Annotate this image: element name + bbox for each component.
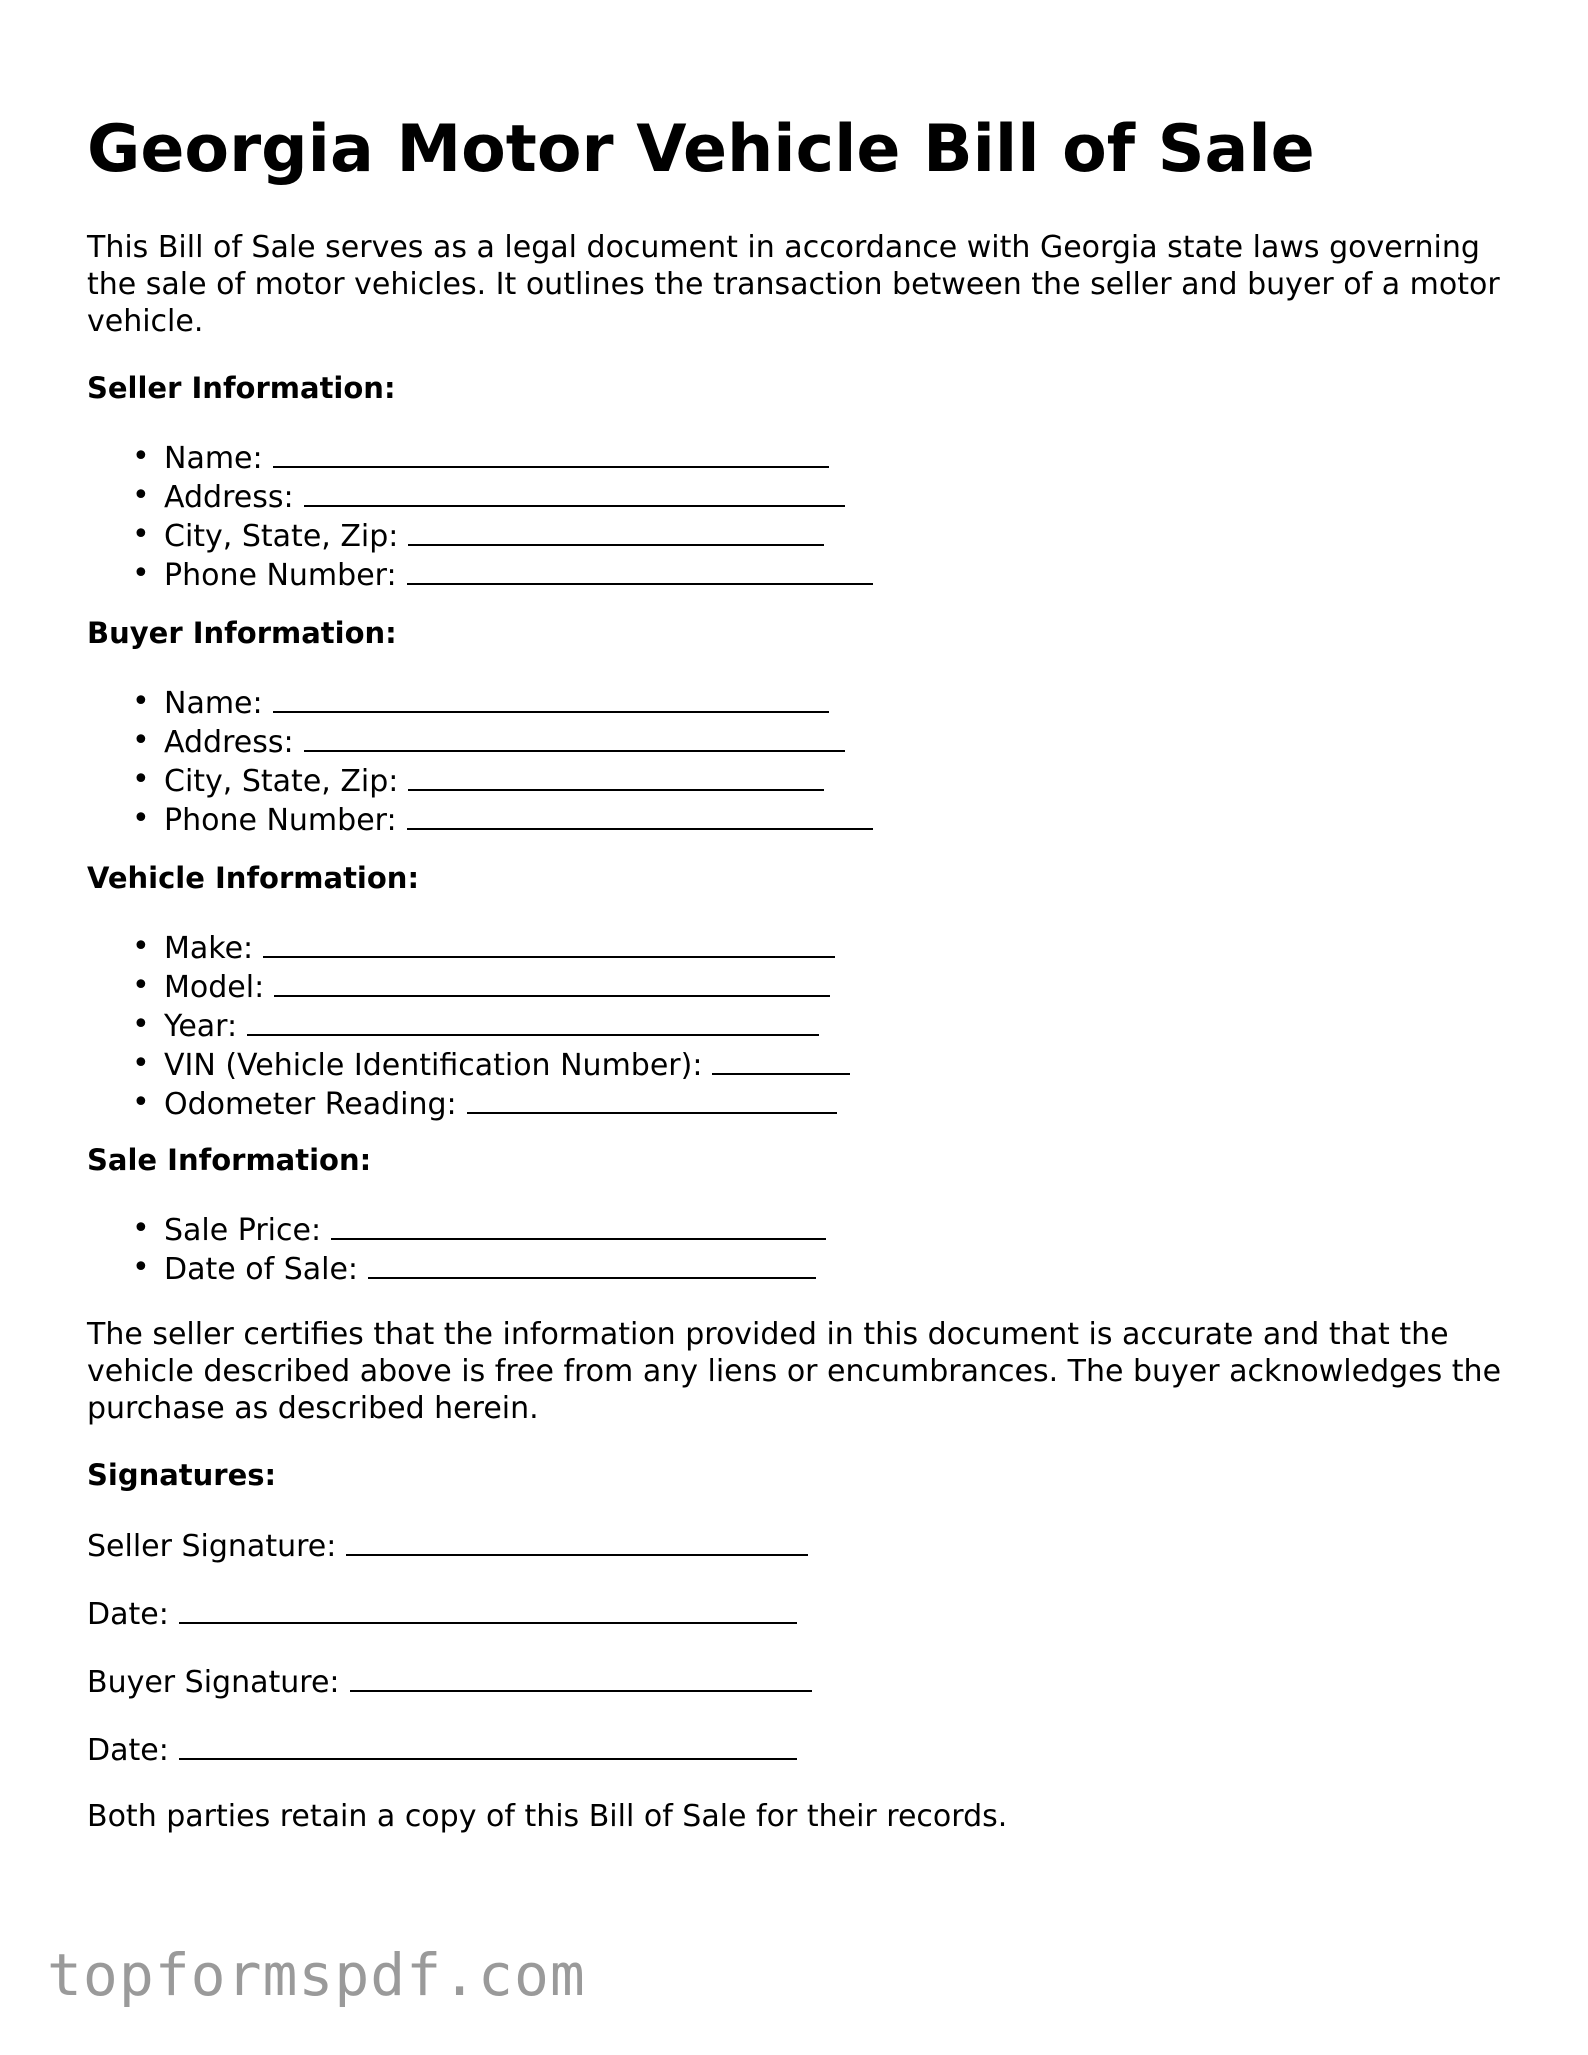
seller-city-state-zip-field: [164, 516, 873, 555]
blank-line: [368, 1249, 816, 1279]
certification-paragraph: The seller certifies that the information provided in this document is accurate and that the vehicle described above is free from any liens or encumbrances. The buyer acknowledges the purchase as described herein.: [87, 1317, 1502, 1426]
buyer-heading: Buyer Information:: [87, 616, 397, 650]
blank-line: [247, 1006, 819, 1036]
seller-signature-label: Seller Signature:: [87, 1529, 337, 1564]
buyer-signature-label: Buyer Signature:: [87, 1665, 340, 1700]
blank-line: [331, 1210, 826, 1240]
blank-line: [273, 683, 829, 713]
seller-signature-line: [87, 1526, 808, 1565]
buyer-date-label: Date:: [87, 1733, 169, 1768]
sale-fields-list: [87, 1210, 826, 1288]
vehicle-heading: Vehicle Information:: [87, 861, 420, 895]
vehicle-fields-list: [87, 928, 850, 1123]
seller-fields-list: [87, 438, 873, 594]
field-label: Make:: [164, 931, 254, 966]
blank-line: [407, 800, 873, 830]
watermark: topformspdf.com: [47, 1941, 586, 2009]
field-label: Phone Number:: [164, 803, 397, 838]
field-label: City, State, Zip:: [164, 519, 399, 554]
blank-line: [467, 1084, 837, 1114]
buyer-date-line: [87, 1730, 797, 1769]
sale-heading: Sale Information:: [87, 1143, 372, 1177]
buyer-fields-list: [87, 683, 873, 839]
blank-line: [408, 761, 824, 791]
blank-line: [179, 1730, 797, 1760]
seller-date-line: [87, 1594, 797, 1633]
seller-date-label: Date:: [87, 1597, 169, 1632]
vehicle-make-field: [164, 928, 850, 967]
blank-line: [712, 1045, 850, 1075]
buyer-city-state-zip-field: [164, 761, 873, 800]
buyer-name-field: [164, 683, 873, 722]
seller-address-field: [164, 477, 873, 516]
closing-paragraph: Both parties retain a copy of this Bill of Sale for their records.: [87, 1799, 1008, 1834]
field-label: Phone Number:: [164, 558, 397, 593]
document-title: Georgia Motor Vehicle Bill of Sale: [87, 112, 1315, 187]
field-label: Model:: [164, 970, 265, 1005]
field-label: Name:: [164, 441, 263, 476]
field-label: Sale Price:: [164, 1213, 322, 1248]
blank-line: [179, 1594, 797, 1624]
sale-date-field: [164, 1249, 826, 1288]
blank-line: [274, 967, 830, 997]
field-label: Name:: [164, 686, 263, 721]
blank-line: [350, 1662, 812, 1692]
intro-paragraph: This Bill of Sale serves as a legal document in accordance with Georgia state laws governing the sale of motor vehicles. It outlines the transaction between the seller and buyer of a motor vehicle.: [87, 230, 1500, 339]
buyer-signature-line: [87, 1662, 812, 1701]
sale-price-field: [164, 1210, 826, 1249]
blank-line: [346, 1526, 808, 1556]
field-label: Year:: [164, 1009, 238, 1044]
seller-phone-field: [164, 555, 873, 594]
vehicle-model-field: [164, 967, 850, 1006]
field-label: Address:: [164, 725, 294, 760]
signatures-heading: Signatures:: [87, 1458, 277, 1492]
blank-line: [263, 928, 835, 958]
blank-line: [273, 438, 829, 468]
seller-name-field: [164, 438, 873, 477]
buyer-address-field: [164, 722, 873, 761]
field-label: City, State, Zip:: [164, 764, 399, 799]
field-label: Address:: [164, 480, 294, 515]
seller-heading: Seller Information:: [87, 371, 396, 405]
field-label: VIN (Vehicle Identification Number):: [164, 1048, 703, 1083]
vehicle-odometer-field: [164, 1084, 850, 1123]
field-label: Odometer Reading:: [164, 1087, 457, 1122]
field-label: Date of Sale:: [164, 1252, 359, 1287]
vehicle-year-field: [164, 1006, 850, 1045]
blank-line: [408, 516, 824, 546]
buyer-phone-field: [164, 800, 873, 839]
blank-line: [304, 477, 845, 507]
blank-line: [407, 555, 873, 585]
vehicle-vin-field: [164, 1045, 850, 1084]
blank-line: [304, 722, 845, 752]
